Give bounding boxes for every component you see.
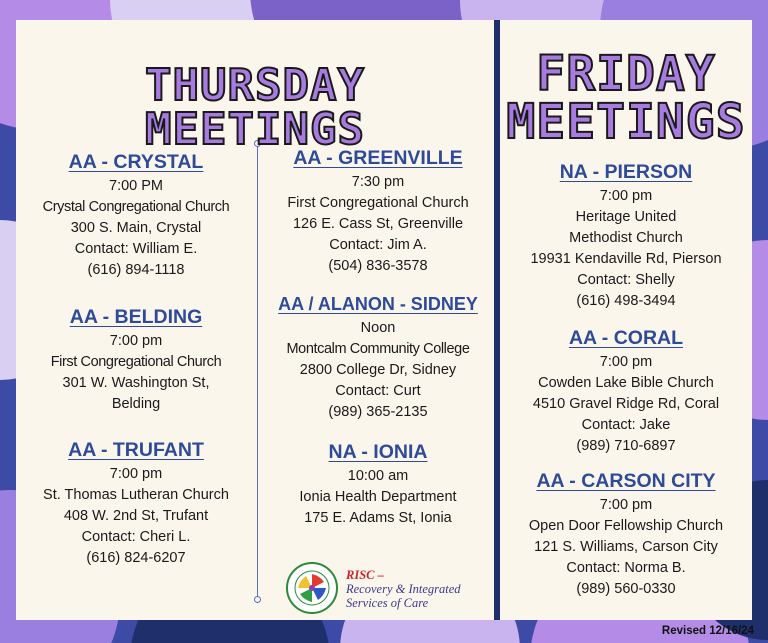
meeting-coral: [504, 324, 748, 457]
meeting-name: NA - IONIA: [328, 441, 428, 463]
meeting-phone: (616) 498-3494: [576, 293, 676, 309]
meeting-venue: First Congregational Church: [287, 195, 469, 211]
meeting-contact: Contact: Jim A.: [329, 237, 427, 253]
column-divider: [257, 145, 258, 600]
meeting-sidney: [262, 290, 494, 423]
meeting-contact: Contact: Norma B.: [566, 560, 686, 576]
thursday-title: THURSDAY MEETINGS: [145, 60, 365, 155]
meeting-trufant: [18, 436, 254, 569]
meeting-venue: Montcalm Community College: [286, 341, 470, 357]
meeting-time: 7:00 pm: [109, 333, 163, 349]
meeting-phone: (989) 710-6897: [576, 438, 676, 454]
meeting-venue: St. Thomas Lutheran Church: [43, 487, 229, 503]
divider-dot-bottom: [254, 596, 261, 603]
meeting-venue: Cowden Lake Bible Church: [538, 375, 714, 391]
meeting-time: 7:00 PM: [109, 178, 163, 194]
meeting-phone: (504) 836-3578: [328, 258, 428, 274]
meeting-address: 4510 Gravel Ridge Rd, Coral: [532, 396, 720, 412]
meeting-address: 2800 College Dr, Sidney: [299, 362, 457, 378]
meeting-phone: (616) 894-1118: [87, 262, 185, 278]
logo-line1: Recovery & Integrated: [346, 582, 461, 596]
meeting-name: AA - BELDING: [69, 306, 203, 328]
friday-title: [506, 46, 746, 150]
meeting-venue: Ionia Health Department: [299, 489, 457, 505]
meeting-venue: Crystal Congregational Church: [42, 199, 230, 215]
meeting-contact: Contact: Shelly: [577, 272, 675, 288]
main-divider: [494, 20, 500, 620]
meeting-name: AA - CRYSTAL: [68, 151, 204, 173]
logo-line2: Services of Care: [346, 596, 429, 610]
risc-logo-icon: [286, 562, 338, 614]
logo-name: RISC –: [346, 568, 384, 582]
meeting-contact: Contact: Jake: [581, 417, 671, 433]
meeting-contact: Contact: Curt: [335, 383, 421, 399]
meeting-name: AA - CARSON CITY: [536, 470, 716, 492]
meeting-phone: (989) 560-0330: [576, 581, 676, 597]
meeting-name: AA - TRUFANT: [68, 439, 204, 461]
meeting-crystal: [18, 148, 254, 281]
meeting-time: Noon: [360, 320, 396, 336]
meeting-time: 7:00 pm: [599, 354, 653, 370]
meeting-ionia: [262, 438, 494, 529]
meeting-time: 7:00 pm: [109, 466, 163, 482]
revised-date: Revised 12/16/24: [661, 625, 754, 637]
meeting-time: 7:00 pm: [599, 188, 653, 204]
meeting-name: NA - PIERSON: [559, 161, 693, 183]
meeting-venue: First Congregational Church: [50, 354, 222, 370]
meeting-address: 175 E. Adams St, Ionia: [304, 510, 452, 526]
friday-title-line2: MEETINGS: [506, 94, 746, 150]
meeting-greenville: [262, 144, 494, 277]
meeting-address-line2: Belding: [111, 396, 161, 412]
meeting-address: 300 S. Main, Crystal: [70, 220, 202, 236]
meeting-phone: (616) 824-6207: [86, 550, 186, 566]
meeting-contact: Contact: William E.: [74, 241, 198, 257]
risc-logo-text: [346, 568, 461, 610]
meeting-time: 7:00 pm: [599, 497, 653, 513]
meeting-time: 10:00 am: [347, 468, 409, 484]
meeting-pierson: [504, 158, 748, 312]
meeting-venue: Heritage United Methodist Church: [569, 209, 683, 246]
meeting-carson-city: [504, 467, 748, 600]
friday-title-line1: FRIDAY: [536, 46, 716, 102]
meeting-venue: Open Door Fellowship Church: [528, 518, 724, 534]
meeting-address: 408 W. 2nd St, Trufant: [63, 508, 209, 524]
meeting-name: AA - GREENVILLE: [293, 147, 463, 169]
meeting-time: 7:30 pm: [351, 174, 405, 190]
meeting-name: AA / ALANON - SIDNEY: [278, 294, 478, 314]
meeting-address: 301 W. Washington St,: [62, 375, 210, 391]
meeting-phone: (989) 365-2135: [328, 404, 428, 420]
meeting-address: 121 S. Williams, Carson City: [534, 539, 718, 555]
meeting-belding: [18, 303, 254, 415]
meeting-address: 19931 Kendaville Rd, Pierson: [530, 251, 722, 267]
meeting-address: 126 E. Cass St, Greenville: [292, 216, 464, 232]
meeting-name: AA - CORAL: [568, 327, 684, 349]
meeting-contact: Contact: Cheri L.: [81, 529, 191, 545]
